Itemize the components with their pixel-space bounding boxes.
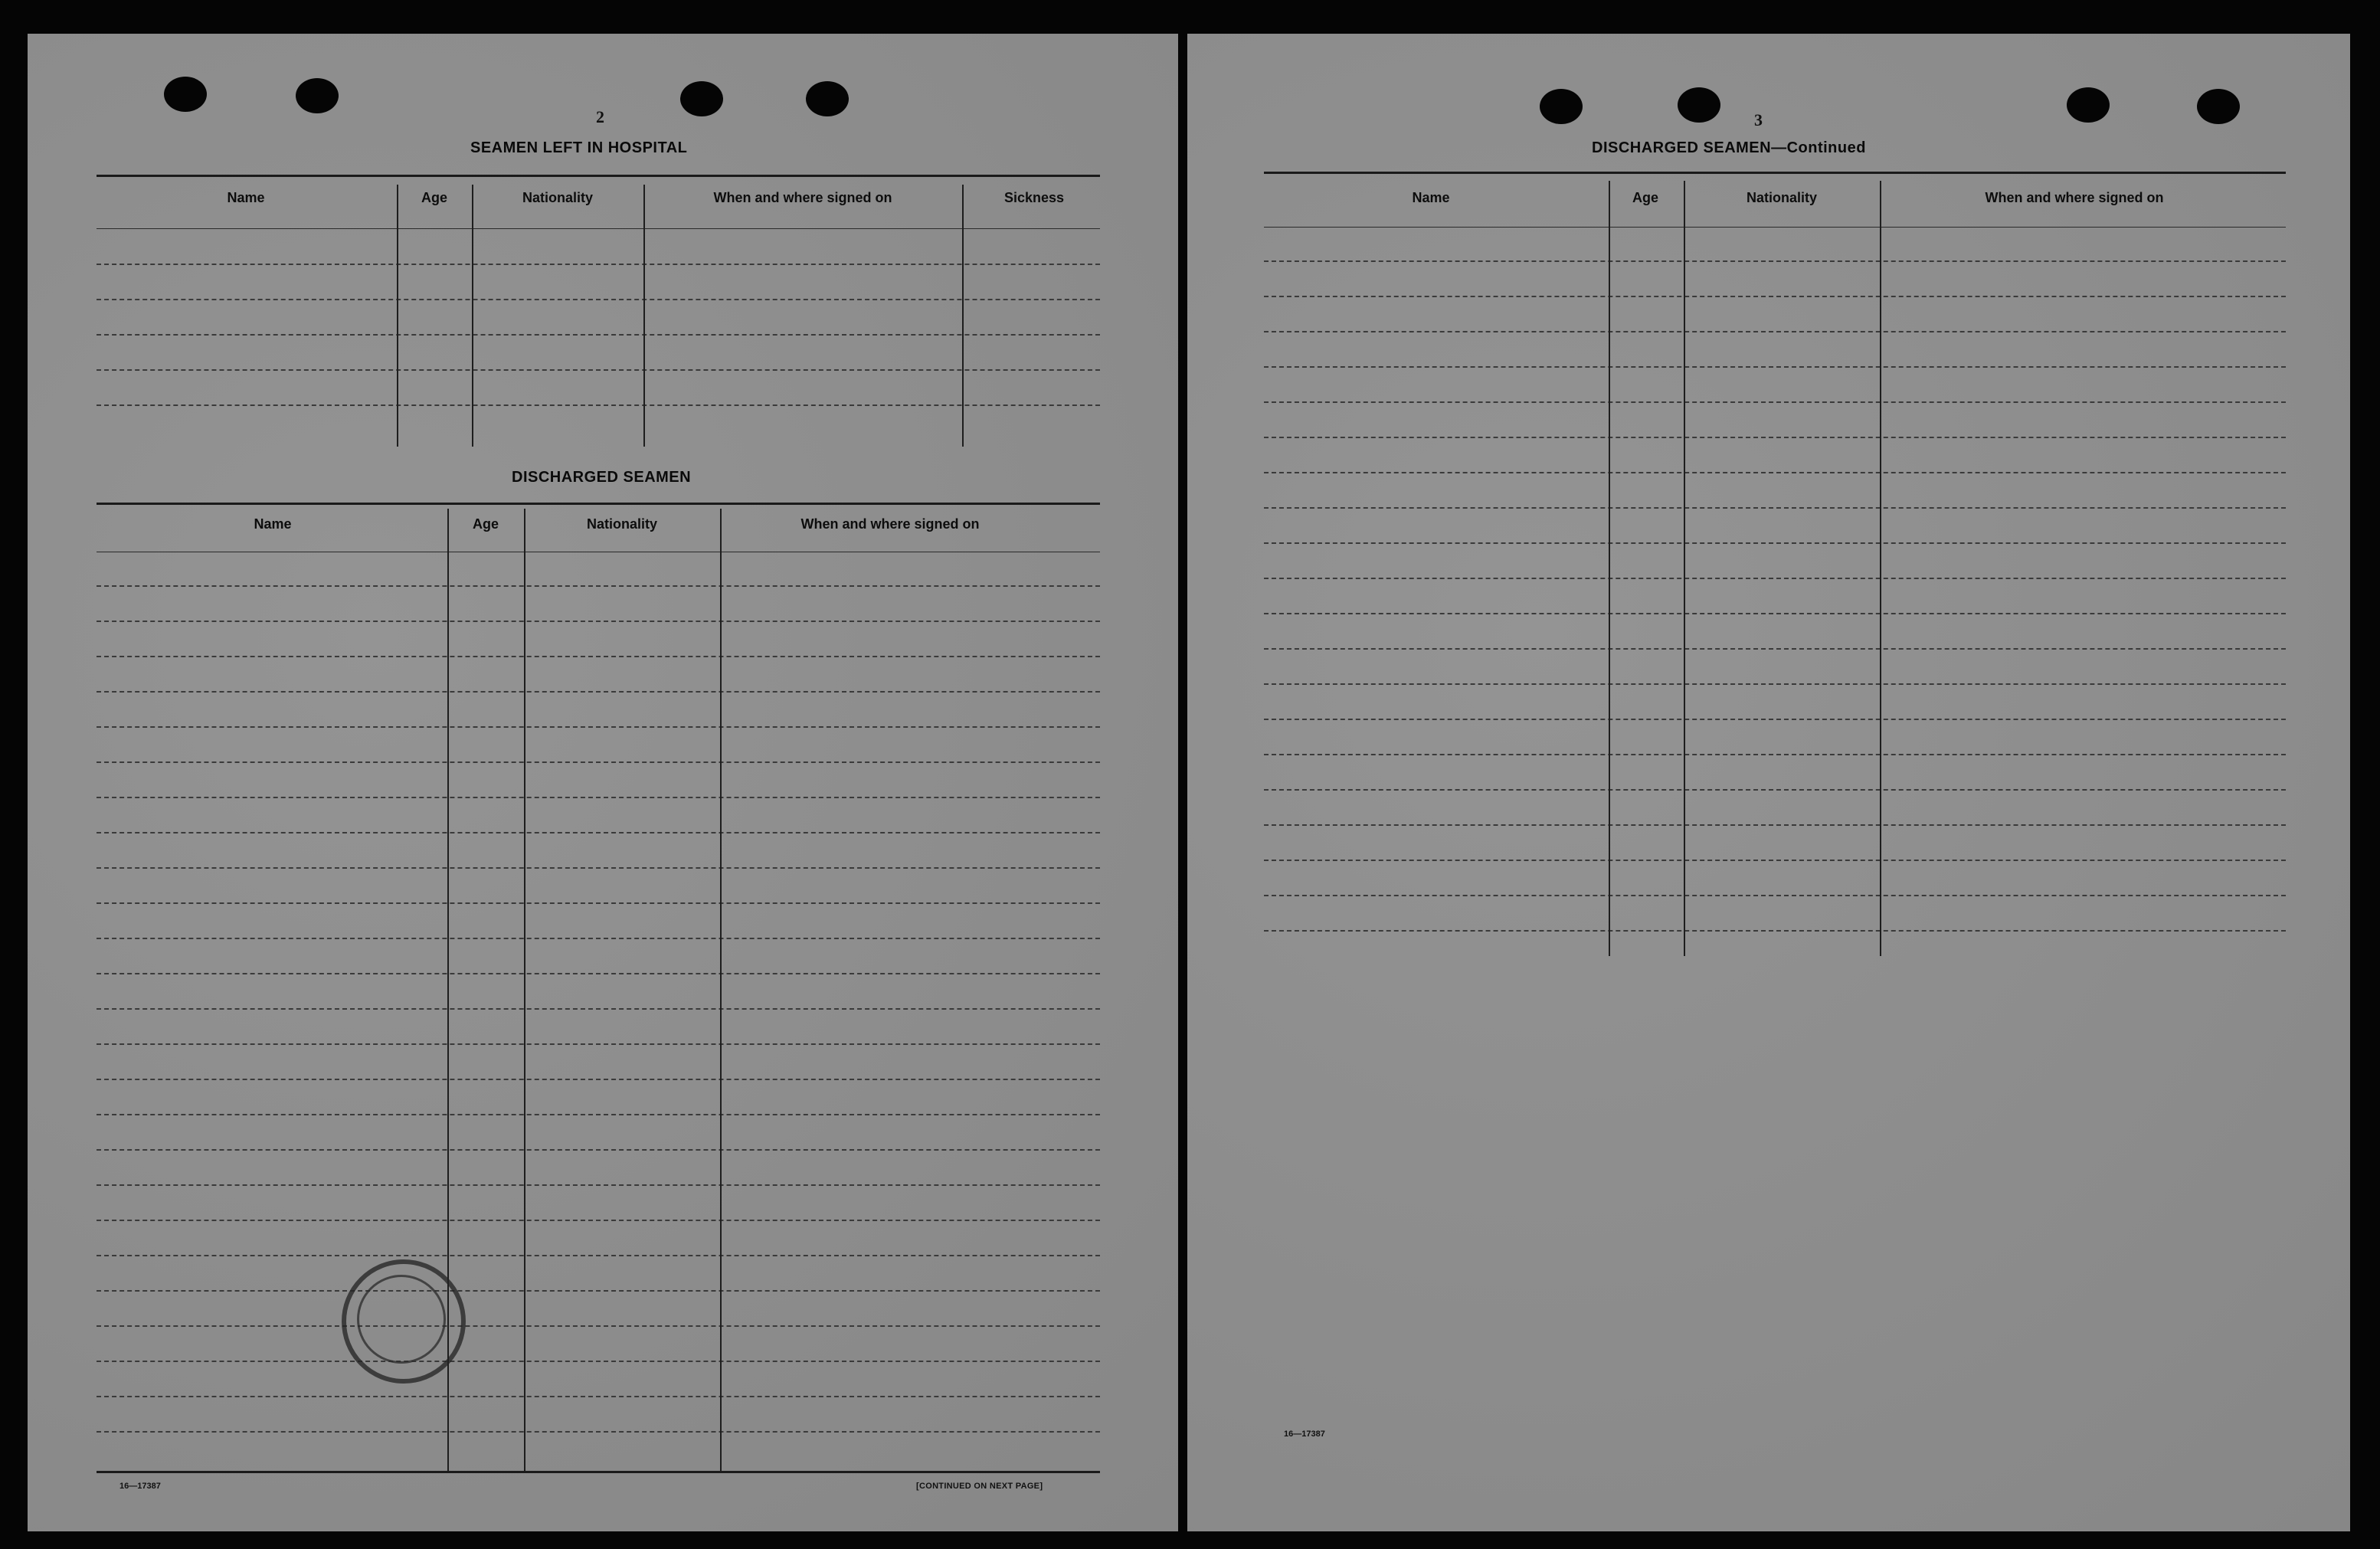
table-row — [97, 404, 1100, 406]
right-page — [1187, 34, 2350, 1531]
punch-hole — [2197, 89, 2240, 124]
table-row — [97, 1325, 1100, 1327]
table-row — [97, 1043, 1100, 1045]
punch-hole — [806, 81, 849, 116]
header-rule — [97, 228, 1100, 229]
punch-hole — [1678, 87, 1720, 123]
continued-col-nationality: Nationality — [1746, 190, 1818, 205]
table-row — [97, 264, 1100, 265]
table-row — [1264, 437, 2286, 438]
table-top-rule — [97, 503, 1100, 505]
table-row — [97, 299, 1100, 300]
hospital-col-nationality: Nationality — [522, 190, 594, 205]
table-row — [1264, 401, 2286, 403]
column-divider — [720, 509, 722, 1471]
table-row — [97, 973, 1100, 974]
table-row — [1264, 789, 2286, 791]
table-row — [1264, 860, 2286, 861]
page-number: 2 — [596, 107, 604, 126]
table-row — [97, 656, 1100, 657]
hospital-col-name: Name — [227, 190, 265, 205]
table-row — [1264, 895, 2286, 896]
discharged-section-title: DISCHARGED SEAMEN — [512, 469, 692, 486]
left-page — [28, 34, 1178, 1531]
column-divider — [1609, 181, 1610, 956]
table-row — [97, 1220, 1100, 1221]
discharged-col-age: Age — [472, 516, 499, 532]
table-row — [97, 585, 1100, 587]
table-row — [97, 832, 1100, 833]
table-row — [97, 1431, 1100, 1433]
table-row — [1264, 578, 2286, 579]
table-row — [1264, 260, 2286, 262]
punch-hole — [164, 77, 207, 112]
discharged-col-signed-on: When and where signed on — [800, 516, 980, 532]
official-stamp — [342, 1259, 466, 1384]
punch-hole — [296, 78, 339, 113]
discharged-continued-title: DISCHARGED SEAMEN—Continued — [1592, 139, 1866, 156]
punch-hole — [2067, 87, 2110, 123]
continued-note: [CONTINUED ON NEXT PAGE] — [916, 1482, 1043, 1491]
table-row — [1264, 719, 2286, 720]
table-row — [97, 1149, 1100, 1151]
table-row — [97, 1008, 1100, 1010]
table-row — [97, 621, 1100, 622]
table-row — [1264, 613, 2286, 614]
table-row — [97, 1396, 1100, 1397]
table-row — [1264, 542, 2286, 544]
table-top-rule — [1264, 172, 2286, 174]
table-row — [97, 902, 1100, 904]
table-row — [1264, 824, 2286, 826]
table-row — [97, 1361, 1100, 1362]
table-row — [1264, 366, 2286, 368]
hospital-section-title: SEAMEN LEFT IN HOSPITAL — [470, 139, 688, 156]
column-divider — [397, 185, 398, 447]
page-number: 3 — [1754, 110, 1763, 129]
table-row — [97, 1114, 1100, 1115]
discharged-col-name: Name — [254, 516, 292, 532]
table-row — [97, 1079, 1100, 1080]
punch-hole — [1540, 89, 1583, 124]
table-row — [1264, 930, 2286, 932]
table-row — [97, 369, 1100, 371]
hospital-col-sickness: Sickness — [1003, 190, 1065, 205]
form-number: 16—17387 — [119, 1482, 161, 1491]
table-row — [97, 797, 1100, 798]
column-divider — [962, 185, 964, 447]
table-row — [97, 761, 1100, 763]
table-row — [1264, 472, 2286, 473]
table-top-rule — [97, 175, 1100, 177]
continued-col-age: Age — [1632, 190, 1659, 205]
column-divider — [524, 509, 525, 1471]
hospital-col-signed-on: When and where signed on — [713, 190, 892, 205]
column-divider — [643, 185, 645, 447]
continued-col-name: Name — [1412, 190, 1450, 205]
discharged-col-nationality: Nationality — [586, 516, 658, 532]
table-row — [97, 938, 1100, 939]
table-row — [1264, 754, 2286, 755]
table-row — [97, 334, 1100, 336]
table-row — [97, 691, 1100, 693]
column-divider — [1880, 181, 1881, 956]
table-row — [97, 1255, 1100, 1256]
header-rule — [1264, 227, 2286, 228]
table-bottom-rule — [97, 1471, 1100, 1473]
table-row — [1264, 507, 2286, 509]
continued-col-signed-on: When and where signed on — [1985, 190, 2164, 205]
column-divider — [1684, 181, 1685, 956]
table-row — [97, 1290, 1100, 1292]
table-row — [97, 867, 1100, 869]
table-row — [97, 1184, 1100, 1186]
punch-hole — [680, 81, 723, 116]
table-row — [1264, 648, 2286, 650]
form-number: 16—17387 — [1284, 1429, 1325, 1439]
hospital-col-age: Age — [421, 190, 448, 205]
table-row — [1264, 331, 2286, 332]
table-row — [1264, 296, 2286, 297]
column-divider — [472, 185, 473, 447]
table-row — [97, 726, 1100, 728]
table-row — [1264, 683, 2286, 685]
